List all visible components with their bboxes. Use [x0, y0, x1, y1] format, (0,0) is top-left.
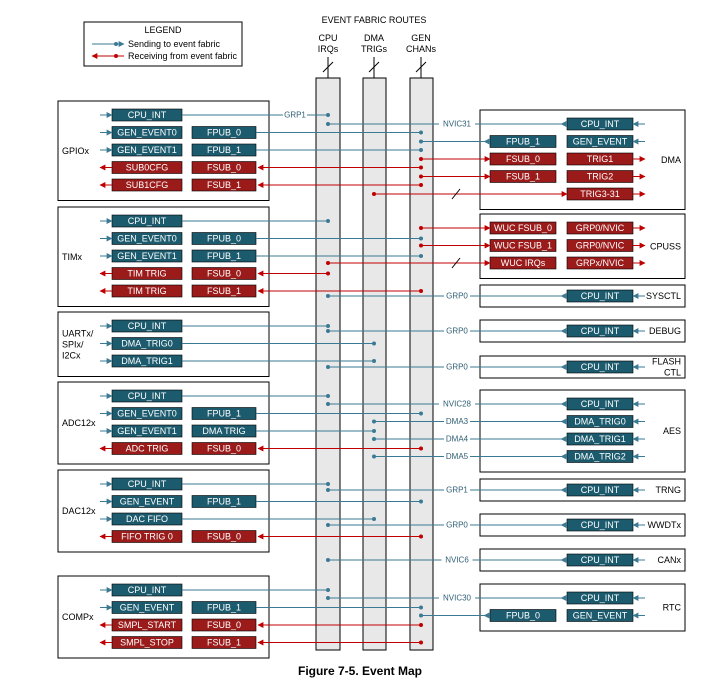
- signal-box-label: WUC FSUB_1: [493, 240, 553, 251]
- module-name: CTL: [663, 367, 681, 378]
- module-name: TIMx: [62, 251, 82, 262]
- junction-dot: [326, 488, 330, 492]
- signal-box-label: TRIG2: [586, 171, 614, 182]
- route-label: GRP0: [446, 362, 468, 372]
- junction-dot: [419, 131, 423, 135]
- column-subheader-cpu: IRQs: [317, 44, 339, 54]
- route-label: DMA3: [445, 417, 469, 426]
- junction-dot: [326, 402, 330, 406]
- signal-box-label: DMA_TRIG2: [574, 451, 626, 462]
- signal-box-label: CPU_INT: [127, 110, 167, 120]
- signal-box-label: GEN_EVENT: [119, 496, 175, 507]
- junction-dot: [419, 535, 423, 539]
- signal-box-label: GEN_EVENT: [572, 610, 628, 621]
- module-name: I2Cx: [62, 350, 81, 361]
- signal-box-label: TIM TRIG: [127, 286, 167, 296]
- module-name: UARTx/: [62, 328, 94, 339]
- module-name: DMA: [661, 154, 681, 165]
- signal-box-label: GEN_EVENT: [119, 602, 175, 613]
- route-label: DMA4: [445, 434, 469, 444]
- signal-box-label: DMA TRIG: [202, 426, 246, 436]
- junction-dot: [419, 254, 423, 258]
- route-label: NVIC31: [442, 119, 472, 129]
- signal-box-label: GEN_EVENT0: [117, 233, 177, 244]
- figure-caption: Figure 7-5. Event Map: [297, 664, 423, 678]
- junction-dot: [372, 517, 376, 521]
- column-header-dma: DMA: [364, 33, 384, 43]
- junction-dot: [326, 122, 330, 126]
- module-name: SYSCTL: [645, 291, 681, 301]
- route-label: GRP0: [446, 520, 468, 530]
- signal-box-label: FSUB_0: [505, 154, 541, 164]
- signal-box-label: FPUB_1: [206, 145, 242, 155]
- signal-box-label: ADC TRIG: [125, 443, 169, 454]
- module-timx: [58, 207, 269, 307]
- junction-dot: [419, 175, 423, 179]
- legend-send-label: Sending to event fabric: [128, 39, 221, 49]
- signal-box-label: FPUB_0: [505, 610, 541, 621]
- module-dac12x: [58, 470, 269, 552]
- module-name: CANx: [657, 555, 681, 565]
- module-dma: [480, 110, 685, 210]
- signal-box-label: SMPL_STOP: [120, 637, 174, 648]
- signal-box-label: CPU_INT: [127, 479, 167, 489]
- signal-box-label: FSUB_0: [206, 620, 242, 630]
- junction-dot: [326, 294, 330, 298]
- junction-dot: [419, 237, 423, 241]
- junction-dot: [326, 324, 330, 328]
- junction-dot: [419, 166, 423, 170]
- route-label: GRP0: [446, 291, 468, 301]
- signal-box-label: CPU_INT: [127, 585, 167, 595]
- signal-box-label: TRIG1: [586, 154, 614, 164]
- module-adc12x: [58, 382, 269, 464]
- signal-box-label: CPU_INT: [127, 216, 167, 226]
- junction-dot: [326, 113, 330, 117]
- signal-box-label: GEN_EVENT: [572, 136, 628, 147]
- signal-box-label: FSUB_0: [206, 443, 242, 454]
- junction-dot: [326, 329, 330, 333]
- module-uartx-: [58, 312, 269, 377]
- signal-box-label: FIFO TRIG 0: [121, 531, 173, 542]
- module-name: AES: [662, 426, 681, 436]
- junction-dot: [419, 183, 423, 187]
- junction-dot: [419, 140, 423, 144]
- junction-dot: [326, 219, 330, 223]
- signal-box-label: SUB1CFG: [125, 180, 169, 190]
- fabric-column-headers: [318, 33, 437, 78]
- module-gpiox: [58, 101, 269, 201]
- module-name: WWDTx: [647, 520, 681, 530]
- column-header-cpu: CPU: [318, 33, 338, 43]
- signal-box-label: FPUB_1: [505, 136, 541, 147]
- junction-dot: [326, 596, 330, 600]
- signal-box-label: FPUB_0: [206, 233, 242, 244]
- signal-box-label: FPUB_1: [206, 602, 242, 613]
- signal-box-label: DMA_TRIG0: [121, 338, 173, 349]
- junction-dot: [372, 437, 376, 441]
- signal-box-label: CPU_INT: [127, 321, 167, 331]
- junction-dot: [372, 455, 376, 459]
- route-label: NVIC30: [442, 593, 472, 603]
- junction-dot: [326, 365, 330, 369]
- signal-box-label: SUB0CFG: [125, 162, 169, 173]
- route-label: GRP0: [446, 326, 468, 336]
- module-name: FLASH: [651, 356, 681, 367]
- junction-dot: [326, 523, 330, 527]
- module-name: TRNG: [655, 485, 681, 495]
- signal-box-label: GEN_EVENT0: [117, 127, 177, 138]
- junction-dot: [326, 588, 330, 592]
- signal-box-label: DMA_TRIG0: [574, 416, 626, 427]
- junction-dot: [419, 289, 423, 293]
- route-label: GRP1: [284, 110, 306, 120]
- signal-box-label: FSUB_1: [505, 171, 541, 182]
- module-aes: [480, 390, 685, 472]
- column-subheader-gen: CHANs: [405, 44, 437, 54]
- legend-title: LEGEND: [144, 25, 182, 35]
- fabric-column-dma: [363, 78, 386, 650]
- column-header-gen: GEN: [411, 33, 431, 43]
- legend-recv-label: Receiving from event fabric: [128, 51, 238, 61]
- legend-recv-dot: [114, 54, 118, 58]
- junction-dot: [372, 342, 376, 346]
- fabric-column-gen: [410, 78, 433, 650]
- signal-box-label: CPU_INT: [580, 555, 620, 565]
- signal-box-label: SMPL_START: [117, 620, 177, 630]
- signal-box-label: FSUB_1: [206, 180, 242, 190]
- signal-box-label: WUC FSUB_0: [493, 223, 553, 233]
- module-name: RTC: [662, 602, 681, 613]
- signal-box-label: CPU_INT: [580, 326, 620, 336]
- route-label: NVIC6: [445, 555, 469, 565]
- junction-dot: [372, 192, 376, 196]
- signal-box-label: GEN_EVENT1: [117, 426, 177, 436]
- signal-box-label: DAC FIFO: [126, 514, 168, 524]
- signal-box-label: DMA_TRIG1: [574, 434, 626, 444]
- signal-box-label: CPU_INT: [580, 520, 620, 530]
- legend: [84, 22, 242, 66]
- junction-dot: [419, 226, 423, 230]
- junction-dot: [372, 420, 376, 424]
- signal-box-label: FPUB_1: [206, 251, 242, 261]
- route-label: NVIC28: [442, 399, 472, 409]
- signal-box-label: GEN_EVENT1: [117, 251, 177, 261]
- signal-box-label: FSUB_1: [206, 637, 242, 648]
- signal-box-label: GRPx/NVIC: [575, 258, 625, 268]
- module-name: ADC12x: [62, 418, 96, 428]
- right-modules: [480, 110, 685, 631]
- signal-box-label: WUC IRQs: [500, 258, 546, 268]
- fabric-title: EVENT FABRIC ROUTES: [321, 15, 427, 25]
- signal-box-label: FSUB_1: [206, 286, 242, 296]
- signal-box-label: FSUB_0: [206, 268, 242, 279]
- module-name: COMPx: [62, 612, 94, 622]
- signal-box-label: FPUB_0: [206, 127, 242, 138]
- signal-box-label: TIM TRIG: [127, 268, 167, 279]
- legend-send-dot: [114, 42, 118, 46]
- junction-dot: [326, 261, 330, 265]
- signal-box-label: GRP0/NVIC: [575, 223, 625, 233]
- junction-dot: [326, 482, 330, 486]
- junction-dot: [419, 157, 423, 161]
- module-cpuss: [480, 214, 685, 279]
- junction-dot: [419, 412, 423, 416]
- junction-dot: [372, 429, 376, 433]
- signal-box-label: CPU_INT: [580, 485, 620, 495]
- signal-box-label: CPU_INT: [580, 119, 620, 129]
- junction-dot: [326, 394, 330, 398]
- route-label: DMA5: [445, 452, 469, 461]
- junction-dot: [419, 148, 423, 152]
- junction-dot: [419, 447, 423, 451]
- module-name: GPIOx: [62, 145, 90, 156]
- left-modules: [58, 101, 269, 658]
- junction-dot: [419, 244, 423, 248]
- junction-dot: [372, 359, 376, 363]
- signal-box-label: GRP0/NVIC: [575, 240, 625, 251]
- module-rtc: [480, 584, 685, 631]
- module-name: DAC12x: [62, 506, 96, 516]
- signal-box-label: CPU_INT: [580, 593, 620, 603]
- junction-dot: [419, 500, 423, 504]
- junction-dot: [419, 614, 423, 618]
- module-compx: [58, 576, 269, 658]
- junction-dot: [326, 558, 330, 562]
- fabric-columns: [316, 78, 433, 650]
- signal-box-label: GEN_EVENT0: [117, 408, 177, 419]
- signal-box-label: FPUB_1: [206, 408, 242, 419]
- module-name: DEBUG: [648, 326, 681, 336]
- module-frame: [480, 584, 685, 631]
- signal-box-label: FSUB_0: [206, 531, 242, 542]
- signal-box-label: FSUB_0: [206, 162, 242, 173]
- signal-box-label: DMA_TRIG1: [121, 356, 173, 366]
- signal-box-label: CPU_INT: [580, 291, 620, 301]
- route-label: GRP1: [446, 485, 468, 495]
- junction-dot: [419, 606, 423, 610]
- junction-dot: [326, 272, 330, 276]
- fabric-column-cpu: [316, 78, 340, 650]
- signal-box-label: TRIG3-31: [580, 189, 620, 199]
- signal-box-label: FPUB_1: [206, 496, 242, 507]
- module-name: SPIx/: [62, 339, 84, 350]
- column-subheader-dma: TRIGs: [361, 44, 387, 54]
- module-name: CPUSS: [649, 241, 681, 252]
- junction-dot: [419, 641, 423, 645]
- signal-box-label: CPU_INT: [127, 391, 167, 401]
- signal-box-label: GEN_EVENT1: [117, 145, 177, 155]
- signal-box-label: CPU_INT: [580, 399, 620, 409]
- signal-box-label: CPU_INT: [580, 362, 620, 372]
- junction-dot: [419, 623, 423, 627]
